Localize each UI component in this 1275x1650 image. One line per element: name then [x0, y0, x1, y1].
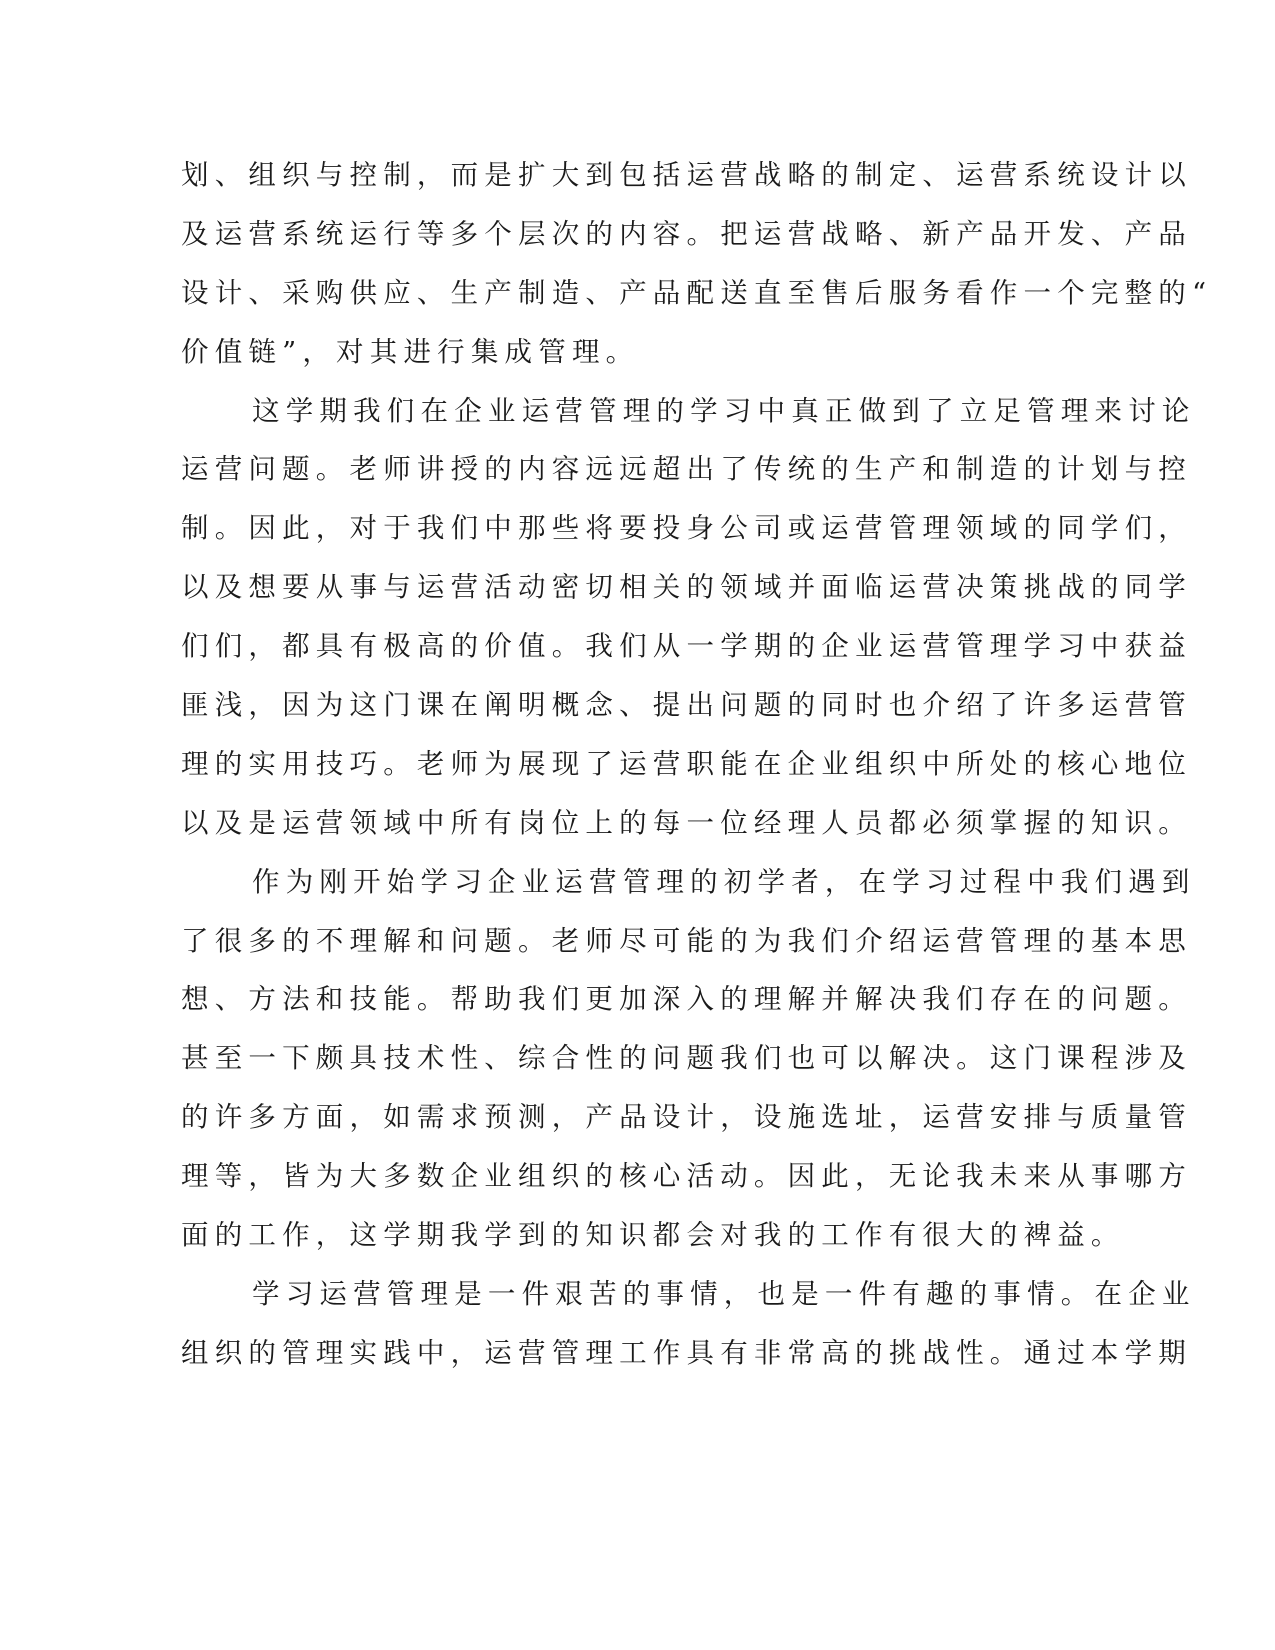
paragraph-4-line-2: 组织的管理实践中，运营管理工作具有非常高的挑战性。通过本学期	[181, 1336, 1192, 1369]
paragraph-2-line-5: 们们，都具有极高的价值。我们从一学期的企业运营管理学习中获益	[181, 630, 1192, 663]
paragraph-2-line-7: 理的实用技巧。老师为展现了运营职能在企业组织中所处的核心地位	[181, 747, 1192, 780]
paragraph-3-line-2: 了很多的不理解和问题。老师尽可能的为我们介绍运营管理的基本思	[181, 924, 1192, 957]
paragraph-2-line-8: 以及是运营领域中所有岗位上的每一位经理人员都必须掌握的知识。	[181, 806, 1192, 839]
paragraph-3-line-6: 理等，皆为大多数企业组织的核心活动。因此，无论我未来从事哪方	[181, 1160, 1192, 1193]
paragraph-4-line-1: 学习运营管理是一件艰苦的事情，也是一件有趣的事情。在企业	[252, 1277, 1196, 1310]
paragraph-3-line-1: 作为刚开始学习企业运营管理的初学者，在学习过程中我们遇到	[252, 865, 1196, 898]
paragraph-2-line-3: 制。因此，对于我们中那些将要投身公司或运营管理领域的同学们，	[181, 512, 1192, 545]
paragraph-3-line-4: 甚至一下颇具技术性、综合性的问题我们也可以解决。这门课程涉及	[181, 1042, 1192, 1075]
paragraph-2-line-1: 这学期我们在企业运营管理的学习中真正做到了立足管理来讨论	[252, 394, 1196, 427]
document-body	[181, 146, 1213, 1383]
paragraph-3-line-7: 面的工作，这学期我学到的知识都会对我的工作有很大的裨益。	[181, 1219, 1125, 1252]
paragraph-1-line-3: 设计、采购供应、生产制造、产品配送直至售后服务看作一个完整的“	[181, 276, 1213, 309]
paragraph-3-line-5: 的许多方面，如需求预测，产品设计，设施选址，运营安排与质量管	[181, 1101, 1192, 1134]
paragraph-2-line-2: 运营问题。老师讲授的内容远远超出了传统的生产和制造的计划与控	[181, 453, 1192, 486]
paragraph-2-line-4: 以及想要从事与运营活动密切相关的领域并面临运营决策挑战的同学	[181, 571, 1192, 604]
paragraph-2-line-6: 匪浅，因为这门课在阐明概念、提出问题的同时也介绍了许多运营管	[181, 689, 1192, 722]
paragraph-1-line-1: 划、组织与控制，而是扩大到包括运营战略的制定、运营系统设计以	[181, 159, 1192, 191]
paragraph-1-line-2: 及运营系统运行等多个层次的内容。把运营战略、新产品开发、产品	[181, 217, 1192, 250]
paragraph-3-line-3: 想、方法和技能。帮助我们更加深入的理解并解决我们存在的问题。	[181, 983, 1192, 1016]
paragraph-1-line-4: 价值链”，对其进行集成管理。	[181, 335, 640, 368]
